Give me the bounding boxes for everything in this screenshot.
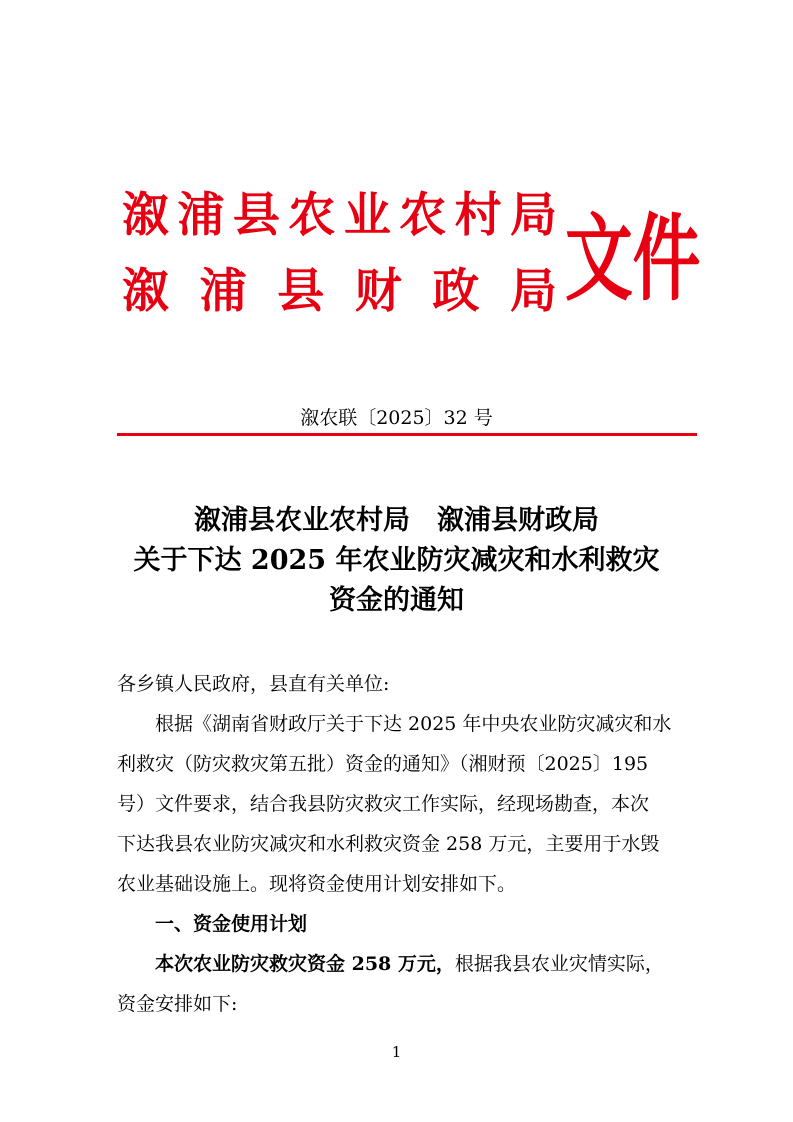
paragraph-1-line-4: 下达我县农业防灾减灾和水利救灾资金 258 万元，主要用于水毁 [117, 833, 660, 855]
salutation: 各乡镇人民政府，县直有关单位: [117, 673, 390, 695]
document-body [117, 664, 677, 1024]
header-document-label: 文件 [565, 205, 701, 314]
title-line-3: 资金的通知 [329, 585, 464, 616]
paragraph-2-line-1 [117, 944, 677, 984]
red-separator-line [117, 433, 697, 436]
document-title [0, 501, 793, 621]
paragraph-1-line-2: 利救灾（防灾救灾第五批）资金的通知》（湘财预〔2025〕195 [117, 753, 649, 775]
page-number: 1 [391, 1043, 402, 1061]
section-heading-1: 一、资金使用计划 [155, 913, 308, 935]
issuing-org-finance: 溆浦县财政局 [122, 264, 557, 319]
paragraph-1-line-5: 农业基础设施上。现将资金使用计划安排如下。 [117, 873, 517, 895]
title-line-2: 关于下达 2025 年农业防灾减灾和水利救灾 [133, 545, 660, 576]
paragraph-2-bold-lead: 本次农业防灾救灾资金 258 万元， [155, 953, 455, 975]
paragraph-1-line-3: 号）文件要求，结合我县防灾救灾工作实际，经现场勘查，本次 [117, 793, 650, 815]
document-number: 溆农联〔2025〕32 号 [300, 407, 493, 429]
paragraph-1-line-1: 根据《湖南省财政厅关于下达 2025 年中央农业防灾减灾和水 [155, 713, 672, 735]
paragraph-2-rest: 根据我县农业灾情实际， [454, 953, 664, 975]
title-line-1: 溆浦县农业农村局 溆浦县财政局 [194, 505, 599, 536]
paragraph-2-line-2: 资金安排如下: [117, 993, 238, 1015]
issuing-org-agriculture: 溆浦县农业农村局 [122, 188, 557, 243]
